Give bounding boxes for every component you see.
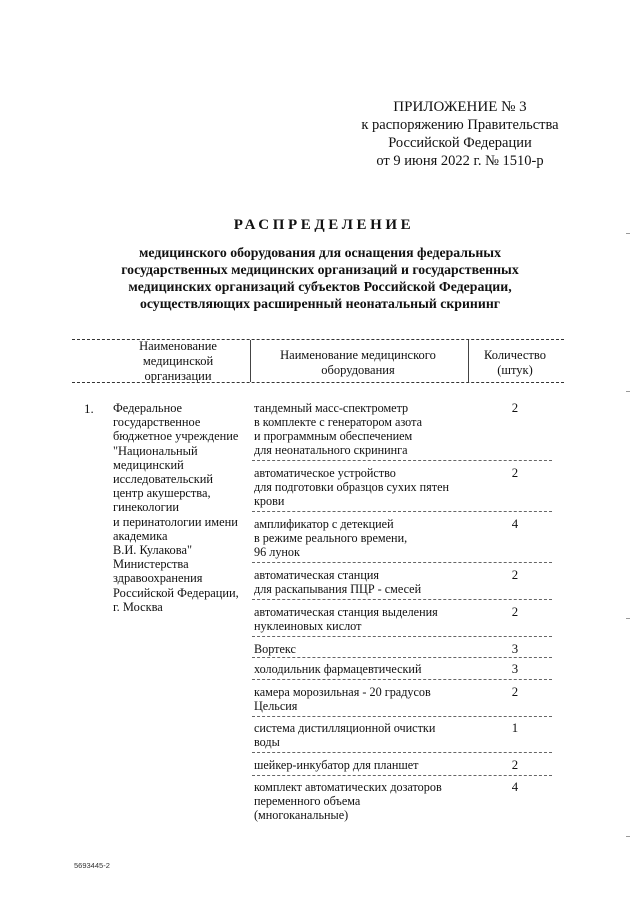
item-separator xyxy=(252,752,552,753)
quantity-value: 2 xyxy=(511,685,519,699)
item-separator xyxy=(252,511,552,512)
item-separator xyxy=(252,679,552,680)
quantity-value: 2 xyxy=(511,466,519,480)
item-separator xyxy=(252,636,552,637)
quantity-value: 3 xyxy=(511,662,519,676)
equipment-item: комплект автоматических дозаторов переменного объема (многоканальные) xyxy=(254,780,442,822)
equipment-item: шейкер-инкубатор для планшет xyxy=(254,758,419,772)
scan-mark xyxy=(626,836,630,837)
quantity-value: 2 xyxy=(511,568,519,582)
quantity-value: 4 xyxy=(511,517,519,531)
scan-mark xyxy=(626,391,630,392)
appendix-number: ПРИЛОЖЕНИЕ № 3 xyxy=(393,99,527,115)
equipment-item: амплификатор с детекцией в режиме реального времени, 96 лунок xyxy=(254,517,408,559)
quantity-value: 4 xyxy=(511,780,519,794)
equipment-item: холодильник фармацевтический xyxy=(254,662,422,676)
document-title: РАСПРЕДЕЛЕНИЕ xyxy=(233,217,415,233)
quantity-value: 3 xyxy=(511,642,519,656)
scan-mark xyxy=(626,233,630,234)
equipment-item: тандемный масс-спектрометр в комплекте с генератором азота и программным обеспечением для неонатального скрининга xyxy=(254,401,422,457)
equipment-item: Вортекс xyxy=(254,642,296,656)
column-divider xyxy=(250,340,251,382)
item-separator xyxy=(252,657,552,658)
equipment-item: система дистилляционной очистки воды xyxy=(254,721,436,749)
header-quantity: Количество (штук) xyxy=(484,348,546,377)
equipment-item: автоматическое устройство для подготовки образцов сухих пятен крови xyxy=(254,466,450,508)
subtitle-line: осуществляющих расширенный неонатальный скрининг xyxy=(139,296,501,311)
quantity-value: 2 xyxy=(511,605,519,619)
equipment-item: автоматическая станция выделения нуклеиновых кислот xyxy=(254,605,438,633)
appendix-line-3: от 9 июня 2022 г. № 1510-р xyxy=(376,153,544,169)
equipment-item: камера морозильная - 20 градусов Цельсия xyxy=(254,685,431,713)
item-separator xyxy=(252,460,552,461)
subtitle-line: медицинских организаций субъектов Российской Федерации, xyxy=(128,279,512,294)
appendix-header xyxy=(330,98,590,170)
quantity-value: 2 xyxy=(511,401,519,415)
document-id: 5693445-2 xyxy=(74,861,110,870)
column-divider xyxy=(468,340,469,382)
organization-name: Федеральное государственное бюджетное учреждение "Национальный медицинский исследовательский центр акушерства, гинекологии и перинатологии имени академика В.И. Кулакова" Министерства здравоохранения Российской Федерации, г. Москва xyxy=(113,401,239,614)
row-number: 1. xyxy=(84,401,94,416)
quantity-value: 2 xyxy=(511,758,519,772)
item-separator xyxy=(252,716,552,717)
subtitle-line: медицинского оборудования для оснащения федеральных xyxy=(139,245,501,260)
header-equipment: Наименование медицинского оборудования xyxy=(280,348,436,377)
appendix-line-1: к распоряжению Правительства xyxy=(361,117,559,133)
scan-mark xyxy=(626,618,630,619)
header-organization: Наименование медицинской организации xyxy=(139,339,217,383)
appendix-line-2: Российской Федерации xyxy=(388,135,532,151)
item-separator xyxy=(252,562,552,563)
item-separator xyxy=(252,599,552,600)
quantity-value: 1 xyxy=(511,721,519,735)
equipment-item: автоматическая станция для раскапывания ПЦР - смесей xyxy=(254,568,422,596)
item-separator xyxy=(252,775,552,776)
subtitle-line: государственных медицинских организаций и государственных xyxy=(121,262,519,277)
document-subtitle xyxy=(60,244,580,312)
